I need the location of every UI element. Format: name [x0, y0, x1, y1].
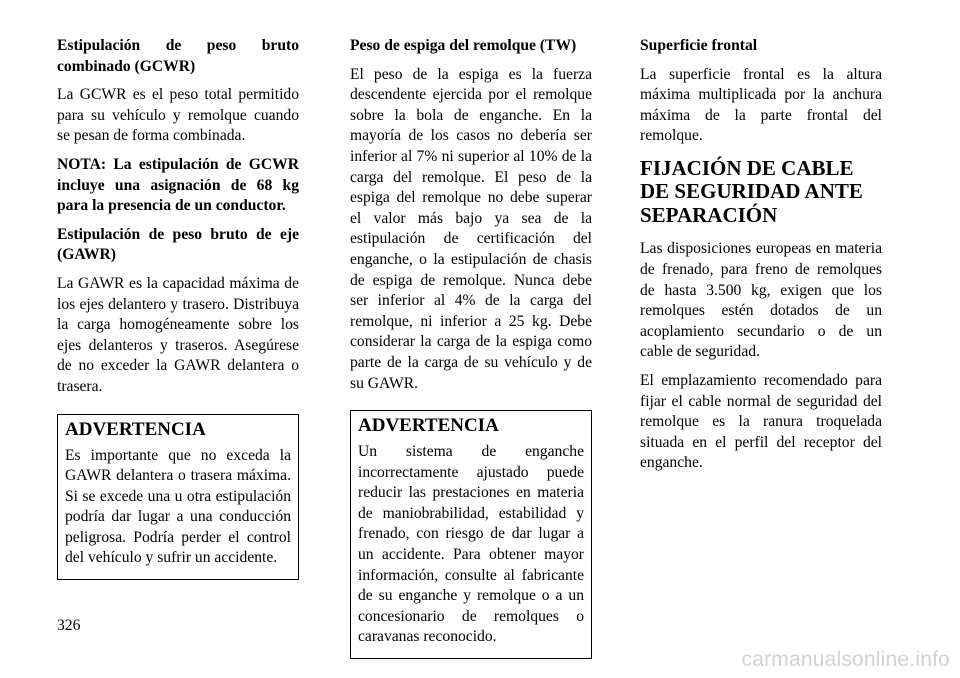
paragraph-location: El emplazamiento recomendado para fijar el cable normal de seguridad del remolque es la ranura troquelada situada en el perfil del receptor del enganche.	[640, 372, 882, 472]
warning-text: Es importante que no exceda la GAWR delantera o trasera máxima. Si se excede una u otra estipulación podría dar lugar a una conducción peligrosa. Podría perder el control del vehículo y sufrir un accidente.	[65, 446, 291, 567]
warning-box-gawr	[57, 414, 299, 581]
column-left	[57, 36, 299, 580]
column-middle	[350, 36, 592, 659]
heading-gcwr: Estipulación de peso bruto combinado (GCWR)	[57, 37, 299, 75]
warning-box-hitch	[350, 410, 592, 659]
warning-title: ADVERTENCIA	[65, 418, 206, 440]
paragraph-gcwr: La GCWR es el peso total permitido para su vehículo y remolque cuando se pesan de forma combinada.	[57, 86, 299, 145]
paragraph-europe: Las disposiciones europeas en materia de frenado, para freno de remolques de hasta 3.500 kg, exigen que los remolques estén dotados de un acoplamiento secundario o de un cable de seguridad.	[640, 240, 882, 361]
paragraph-gawr: La GAWR es la capacidad máxima de los ejes delantero y trasero. Distribuya la carga homogéneamente sobre los ejes delanteros y traseros. Asegúrese de no exceder la GAWR delantera o trasera.	[57, 274, 299, 395]
section-title-safety-cable: FIJACIÓN DE CABLE DE SEGURIDAD ANTE SEPARACIÓN	[640, 155, 863, 227]
heading-tw: Peso de espiga del remolque (TW)	[350, 37, 577, 54]
warning-text: Un sistema de enganche incorrectamente ajustado puede reducir las prestaciones en materia de maniobrabilidad, estabilidad y frenado, con riesgo de dar lugar a un accidente. Para obtener mayor información, consulte al fabricante de su enganche y remolque o a un concesionario de remolques o caravanas reconocido.	[358, 443, 584, 646]
page-number: 326	[57, 617, 81, 634]
paragraph-frontal: La superficie frontal es la altura máxima multiplicada por la anchura máxima de la parte frontal del remolque.	[640, 65, 882, 145]
column-right	[640, 36, 882, 482]
note-gcwr: NOTA: La estipulación de GCWR incluye una asignación de 68 kg para la presencia de un conductor.	[57, 155, 299, 215]
watermark-text: carmanualsonline.info	[741, 648, 950, 671]
warning-title: ADVERTENCIA	[358, 415, 499, 437]
heading-gawr: Estipulación de peso bruto de eje (GAWR)	[57, 225, 299, 264]
paragraph-tw: El peso de la espiga es la fuerza descendente ejercida por el remolque sobre la bola de enganche. En la mayoría de los casos no debería ser inferior al 7% ni superior al 10% de la carga del remolque. El peso de la espiga del remolque no debe superar el valor más bajo ya sea de la estipulación de certificación del enganche, o la estipulación de chasis de espiga de remolque. Nunca debe ser inferior al 4% de la carga del remolque, ni inferior a 25 kg. Debe considerar la carga de la espiga como parte de la carga de su vehículo y de su GAWR.	[350, 65, 592, 392]
heading-frontal: Superficie frontal	[640, 37, 758, 54]
